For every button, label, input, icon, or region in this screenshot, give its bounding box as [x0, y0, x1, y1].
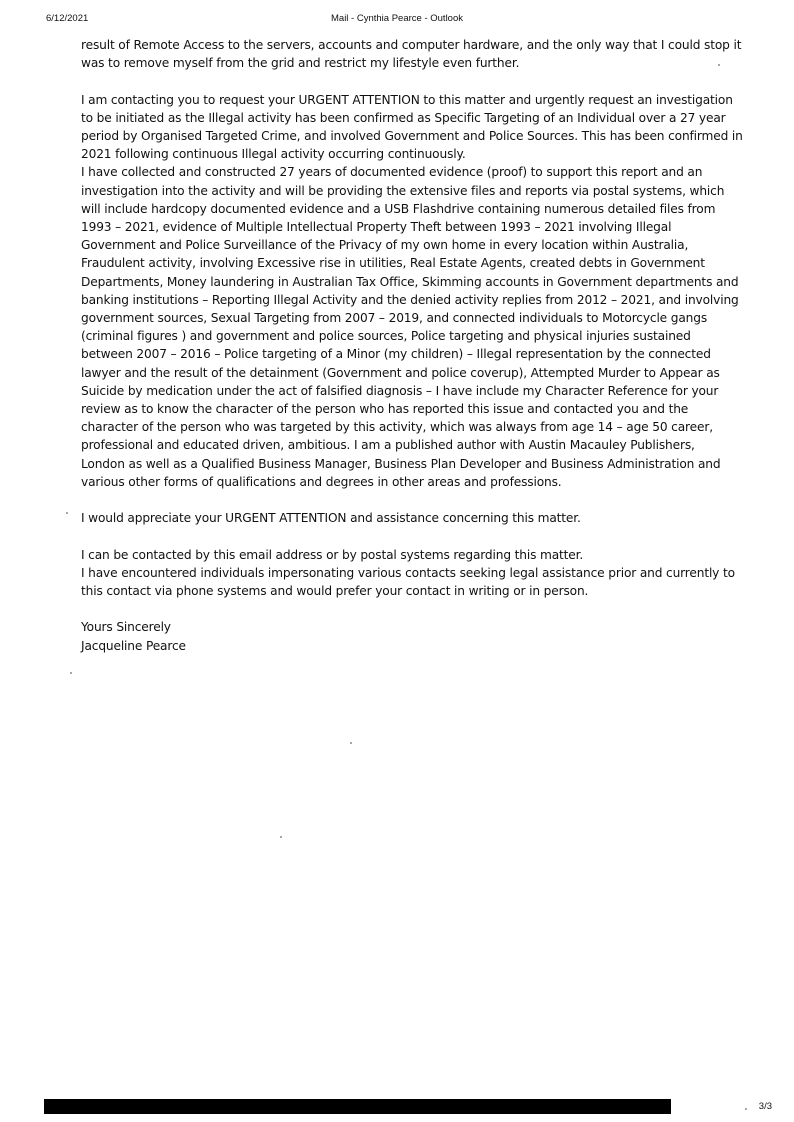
scan-speck — [280, 836, 282, 838]
signature-name: Jacqueline Pearce — [81, 638, 186, 653]
print-title: Mail - Cynthia Pearce - Outlook — [331, 13, 463, 24]
scan-speck — [718, 64, 720, 66]
paragraph-spacer — [81, 72, 746, 90]
body-paragraph: I am contacting you to request your URGENT ATTENTION to this matter and urgently request an investigation to be initiated as the Illegal activity has been confirmed as Specific Targeting of an Individual over a 27 year period by Organised Targeted Crime, and involved Government and Police Sources. This has been confirmed in 2021 following continuous Illegal activity occurring continuously. — [81, 92, 743, 162]
scan-speck — [70, 672, 72, 674]
scan-speck — [350, 742, 352, 744]
print-header — [0, 13, 794, 27]
body-paragraph: I have collected and constructed 27 years of documented evidence (proof) to support this report and an investigation into the activity and will be providing the extensive files and reports via postal systems, which will include hardcopy documented evidence and a USB Flashdrive containing numerous detailed files from 1993 – 2021, evidence of Multiple Intellectual Property Theft between 1993 – 2021 involving Illegal Government and Police Surveillance of the Privacy of my own home in every location within Australia, Fraudulent activity, involving Excessive rise in utilities, Real Estate Agents, created debts in Government Departments, Money laundering in Australian Tax Office, Skimming accounts in Government departments and banking institutions – Reporting Illegal Activity and the denied activity replies from 2012 – 2021, and involving government sources, Sexual Targeting from 2007 – 2019, and connected individuals to Motorcycle gangs (criminal figures ) and government and police sources, Police targeting and physical injuries sustained between 2007 – 2016 – Police targeting of a Minor (my children) – Illegal representation by the connected lawyer and the result of the detainment (Government and police coverup), Attempted Murder to Appear as Suicide by medication under the act of falsified diagnosis – I have include my Character Reference for your review as to know the character of the person who has reported this issue and contacted you and the character of the person who was targeted by this activity, which was always from age 14 – age 50 career, professional and educated driven, ambitious. I am a published author with Austin Macauley Publishers, London as well as a Qualified Business Manager, Business Plan Developer and Business Administration and various other forms of qualifications and degrees in other areas and professions. — [81, 165, 739, 489]
email-body — [81, 36, 746, 655]
body-paragraph: result of Remote Access to the servers, accounts and computer hardware, and the only way that I could stop it was to remove myself from the grid and restrict my lifestyle even further. — [81, 38, 742, 71]
body-paragraph: I can be contacted by this email address or by postal systems regarding this matter. I have encountered individuals impersonating various contacts seeking legal assistance prior and currently to this contact via phone systems and would prefer your contact in writing or in person. — [81, 547, 735, 599]
paragraph-spacer — [81, 527, 746, 545]
paragraph-spacer — [81, 600, 746, 618]
redaction-bar — [44, 1099, 671, 1114]
body-paragraph: I would appreciate your URGENT ATTENTION and assistance concerning this matter. — [81, 511, 581, 526]
scan-speck — [66, 512, 68, 514]
print-date: 6/12/2021 — [46, 13, 89, 24]
page-number: 3/3 — [758, 1101, 772, 1112]
closing-line: Yours Sincerely — [81, 620, 171, 635]
scan-speck — [745, 1108, 747, 1110]
paragraph-spacer — [81, 491, 746, 509]
